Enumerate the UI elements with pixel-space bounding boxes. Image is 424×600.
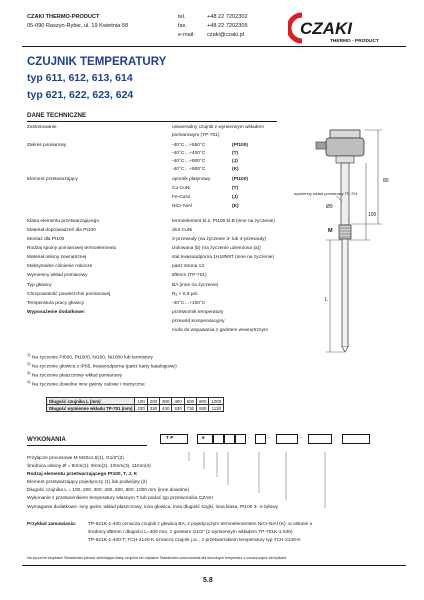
spec-value: drut CuNi [172, 228, 193, 233]
spec-value: NiCr-NiAl [172, 204, 192, 209]
table-cell: 1130 [209, 405, 224, 412]
logo-subtext: THERMO - PRODUCT [330, 39, 379, 44]
logo-text: CZAKI [300, 19, 352, 38]
thread-m-label: M [328, 228, 333, 234]
section-rule [27, 121, 277, 122]
spec-label: Element przetwarzający [27, 177, 78, 182]
spec-label: Zakres pomiarowy [27, 143, 67, 148]
table-row [47, 405, 224, 412]
spec-tag: (T) [232, 186, 239, 191]
email-label: e-mail: [178, 32, 195, 38]
type-line-2: typ 621, 622, 623, 624 [27, 89, 134, 101]
order-option: Długość czujnika L = 100, 200, 300, 400, 600, 800, 1000 mm (inne dowolne) [27, 488, 190, 493]
spec-label: Klasa elementu przetwarzającego [27, 219, 99, 224]
order-option: Średnica osłony Ø = 8mm(1), 9mm(2), 10mm(3), 11mm(4) [27, 464, 151, 469]
spec-value: Rₐ < 0,8 μm. [172, 292, 199, 297]
spec-label: Maksymalne ciśnienie robocze [27, 264, 93, 269]
spec-value: -40°C…+800°C [172, 159, 206, 164]
note-3: $^{3)}$ Na życzenie płaszczowy wkład pomiarowy [27, 370, 123, 379]
spec-tag: (K) [232, 204, 239, 209]
example-label: Przykład zamawiania: [27, 522, 77, 527]
code-dash: - [248, 436, 250, 441]
code-box-6: 6 [197, 434, 213, 444]
dim-100-label: 100 [368, 212, 377, 218]
note-4: $^{4)}$ Na życzenie dowolne inne gwinty calowe i metryczne [27, 379, 145, 388]
spec-value: -40°C…+400°C [172, 151, 206, 156]
table-cell: 400 [172, 398, 184, 405]
spec-label: Chropowatość powierzchni pomiarowej [27, 292, 111, 297]
spec-label: Wyposażenie dodatkowe: [27, 310, 86, 315]
spec-value: pomiarowym (TP-701) [172, 133, 220, 138]
tel-label: tel. [178, 14, 186, 20]
note-2: $^{2)}$ Na życzenie głowica z IP65, kwasoodporna (patrz karty katalogowe) [27, 361, 177, 370]
company-logo [288, 12, 400, 44]
table-cell: 530 [172, 405, 184, 412]
length-table [46, 397, 224, 412]
note-1: $^{1)}$ Na życzenie Pt500, Pt1000, Ni100, Ni1000 lub termistory [27, 352, 153, 361]
footer-note: Na życzenie bezpłatne Świadectwo jakości określające klasę czujnika lub odpłatne Świadectwo wzorcowania dla dowolnych temperatur z oznaczonymi odchyłkami [27, 556, 287, 560]
spec-value: izolowana (b) (na życzenie uziemiona (a)) [172, 246, 261, 251]
spec-value: stal kwasoodporna 1H18N9T (inne na życzenie) [172, 255, 275, 260]
code-dash: - [268, 436, 270, 441]
example-line: średnicy Ø8mm i długości L=400 mm, z gwintem G1/2" (z wymiennym wkładem TP-701K-1-530) [88, 530, 293, 535]
code-dash: - [190, 436, 192, 441]
spec-value: BA (inne na życzenie) [172, 283, 219, 288]
table-row-label: Długość czujnika L (mm) [47, 398, 135, 405]
spec-tag: (T) [232, 151, 239, 156]
order-option: Rodzaj elementu przetwarzającego Pt100, T, J, K [27, 472, 138, 477]
type-line-1: typ 611, 612, 613, 614 [27, 72, 133, 84]
spec-value: uniwersalny czujnik z wymiennym wkładem [172, 125, 264, 130]
table-cell: 930 [197, 405, 209, 412]
table-cell: 800 [197, 398, 209, 405]
spec-value: Cu-CuNi [172, 186, 191, 191]
table-cell: 200 [147, 398, 159, 405]
table-cell: 230 [135, 405, 147, 412]
tel-value: +48 22 7202302 [207, 14, 248, 20]
header-rule [22, 46, 406, 47]
table-row-label: Długość wymienne wkładu TP-701 (mm) [47, 405, 135, 412]
spec-value: opornik platynowy [172, 177, 211, 182]
spec-value: patrz strona 13 [172, 264, 204, 269]
spec-value: -40°C…+550°C [172, 143, 206, 148]
fax-label: fax. [178, 23, 188, 29]
spec-value: Ø6mm (TP-701) [172, 273, 207, 278]
spec-value: -40°C…+900°C [172, 167, 206, 172]
spec-value: -40°C…+100°C [172, 301, 206, 306]
dim-80-label: 80 [383, 178, 389, 184]
table-cell: 1000 [209, 398, 224, 405]
spec-label: Rodzaj spoiny pomiarowej termoelementu [27, 246, 117, 251]
spec-label: Montaż dla Pt100 [27, 237, 65, 242]
spec-label: Temperatura pracy głowicy [27, 301, 85, 306]
page-title: CZUJNIK TEMPERATURY [27, 56, 167, 68]
company-name: CZAKI THERMO-PRODUCT [27, 14, 100, 20]
code-dash: - [300, 436, 302, 441]
spec-tag: (K) [232, 167, 239, 172]
dim-d9-label: Ø9 [326, 204, 333, 210]
order-option: Przyłącze procesowe M M20x1,5(1), G1/2"(2) [27, 456, 124, 461]
example-line: TP-621K-1-400 oznacza czujnik z głowicą BA, z pojedynczym termoelementem NiCr-NiAl (K), w osłonie o [88, 522, 313, 527]
spec-label: Typ głowicy [27, 283, 52, 288]
code-box-tp: T P [160, 434, 188, 444]
table-cell: 430 [160, 405, 172, 412]
order-option: Wykonanie z przetwornikiem temperatury własnym T lub podać typ przetwornika CZAKI [27, 496, 213, 501]
section-technical: DANE TECHNICZNE [27, 112, 87, 119]
table-cell: 300 [160, 398, 172, 405]
spec-value: mufa do wspawania z gwintem wewnętrznym [172, 328, 268, 333]
spec-value: 2-przewody (na życzenie 3- lub 4-przewody) [172, 237, 267, 242]
spec-label: Materiał doprowadzeń dla Pt100 [27, 228, 96, 233]
insert-label: wymienny wkład pomiarowy TP-701 [294, 191, 358, 196]
code-dash: - [334, 436, 336, 441]
spec-label: Wymienny wkład pomiarowy [27, 273, 88, 278]
fax-value: +48 22 7202305 [207, 23, 248, 29]
footer-rule [22, 565, 406, 566]
table-row [47, 398, 224, 405]
table-cell: 600 [184, 398, 196, 405]
order-option: Element przetwarzający pojedynczy (1) lub podwójny (2) [27, 480, 147, 485]
section-order: WYKONANIA [27, 436, 66, 443]
spec-tag: (J) [232, 159, 238, 164]
table-cell: 730 [184, 405, 196, 412]
spec-label: Zastosowanie [27, 125, 57, 130]
spec-value: przewód kompensacyjny [172, 319, 225, 324]
order-option: Wymaganie dodatkowe: inny gwint, wkład płaszczowy, inna głowica, inna długość szyjki, inna klasa, Pt100 3- 4-żyłowy [27, 505, 279, 510]
example-line: TP-621K-1-400-T; TCH-2140-K oznacza czujnik j.w. , z przetwornikiem temperatury typ TCH-2140-K [88, 538, 301, 543]
spec-value: Fe-CuNi [172, 195, 190, 200]
table-cell: 100 [135, 398, 147, 405]
company-address: 05-090 Raszyn-Rybie, ul. 19 Kwietnia 58 [27, 23, 129, 29]
spec-tag: (Pt100) [232, 177, 248, 182]
table-cell: 330 [147, 405, 159, 412]
sensor-drawing [292, 116, 406, 386]
dim-l-label: L [325, 297, 329, 303]
spec-tag: (Pt100) [232, 143, 248, 148]
email-value: czaki@czaki.pl [207, 32, 245, 38]
spec-value: termoelement kl.2, Pt100 kl.B (inne na życzenie) [172, 219, 275, 224]
spec-label: Materiał osłony zewnętrznej [27, 255, 87, 260]
spec-value: przetwornik temperatury [172, 310, 224, 315]
page-number: 5.8 [203, 577, 213, 584]
spec-tag: (J) [232, 195, 238, 200]
